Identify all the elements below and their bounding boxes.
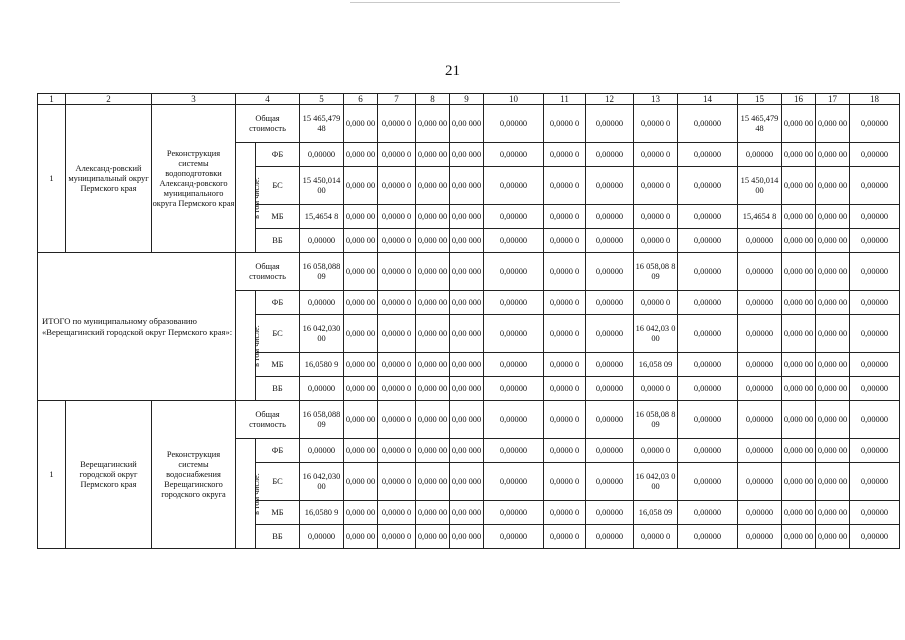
table-row <box>38 105 900 143</box>
value-cell: 0,00 000 <box>450 205 484 229</box>
including-text: в том числе: <box>251 176 261 219</box>
value-cell: 0,00000 <box>586 229 634 253</box>
value-cell: 0,0000 0 <box>378 315 416 353</box>
value-cell: 0,00000 <box>850 291 900 315</box>
value-cell: 0,00 000 <box>450 501 484 525</box>
row-number: 1 <box>38 401 66 549</box>
value-cell: 0,00000 <box>850 401 900 439</box>
source-label: ФБ <box>256 291 300 315</box>
value-cell: 0,00000 <box>484 501 544 525</box>
value-cell: 0,00000 <box>850 501 900 525</box>
value-cell: 0,00000 <box>678 463 738 501</box>
value-cell: 0,000 00 <box>416 353 450 377</box>
value-cell: 0,000 00 <box>782 463 816 501</box>
value-cell: 0,00000 <box>850 525 900 549</box>
value-cell: 0,0000 0 <box>544 143 586 167</box>
source-label: МБ <box>256 205 300 229</box>
column-header: 1 <box>38 94 66 105</box>
value-cell: 0,000 00 <box>782 167 816 205</box>
value-cell: 0,00000 <box>484 463 544 501</box>
value-cell: 0,00 000 <box>450 401 484 439</box>
including-text: в том числе: <box>251 324 261 367</box>
value-cell: 0,00000 <box>678 105 738 143</box>
value-cell: 0,00000 <box>738 253 782 291</box>
including-label <box>236 439 261 549</box>
value-cell: 0,0000 0 <box>634 105 678 143</box>
value-cell: 15,4654 8 <box>738 205 782 229</box>
value-cell: 0,00000 <box>484 439 544 463</box>
value-cell: 0,00000 <box>586 353 634 377</box>
value-cell: 0,00000 <box>850 377 900 401</box>
project-description: Реконструкция системы водоподготовки Александ-ровского муниципального округа Пермского края <box>152 105 236 253</box>
value-cell: 0,00000 <box>738 377 782 401</box>
value-cell: 0,00000 <box>586 525 634 549</box>
value-cell: 15 465,479 48 <box>738 105 782 143</box>
value-cell: 0,00000 <box>300 291 344 315</box>
value-cell: 0,00000 <box>484 105 544 143</box>
value-cell: 0,00000 <box>678 525 738 549</box>
value-cell: 0,00000 <box>850 205 900 229</box>
value-cell: 0,000 00 <box>416 525 450 549</box>
value-cell: 0,000 00 <box>782 205 816 229</box>
value-cell: 0,0000 0 <box>378 291 416 315</box>
value-cell: 0,0000 0 <box>378 353 416 377</box>
value-cell: 0,00000 <box>738 439 782 463</box>
value-cell: 0,0000 0 <box>378 229 416 253</box>
value-cell: 0,000 00 <box>344 401 378 439</box>
value-cell: 0,0000 0 <box>544 167 586 205</box>
value-cell: 0,00000 <box>678 501 738 525</box>
value-cell: 0,00000 <box>484 229 544 253</box>
value-cell: 0,00000 <box>586 105 634 143</box>
value-cell: 16,0580 9 <box>300 501 344 525</box>
value-cell: 0,0000 0 <box>634 205 678 229</box>
value-cell: 0,000 00 <box>782 353 816 377</box>
including-label <box>236 143 261 253</box>
row-number: 1 <box>38 105 66 253</box>
value-cell: 15 450,014 00 <box>738 167 782 205</box>
value-cell: 0,00 000 <box>450 315 484 353</box>
value-cell: 0,0000 0 <box>544 439 586 463</box>
value-cell: 0,00000 <box>850 167 900 205</box>
value-cell: 0,000 00 <box>416 501 450 525</box>
value-cell: 0,00000 <box>738 401 782 439</box>
column-header: 16 <box>782 94 816 105</box>
value-cell: 0,000 00 <box>782 525 816 549</box>
value-cell: 0,00 000 <box>450 439 484 463</box>
column-header: 11 <box>544 94 586 105</box>
value-cell: 0,0000 0 <box>544 205 586 229</box>
column-header: 4 <box>236 94 300 105</box>
value-cell: 0,00000 <box>586 401 634 439</box>
value-cell: 0,00000 <box>850 315 900 353</box>
value-cell: 16 058,088 09 <box>300 253 344 291</box>
value-cell: 0,0000 0 <box>544 377 586 401</box>
value-cell: 0,000 00 <box>416 229 450 253</box>
value-cell: 0,00000 <box>484 291 544 315</box>
value-cell: 0,00000 <box>678 401 738 439</box>
value-cell: 15 465,479 48 <box>300 105 344 143</box>
value-cell: 0,000 00 <box>782 501 816 525</box>
value-cell: 0,000 00 <box>344 205 378 229</box>
value-cell: 0,000 00 <box>816 105 850 143</box>
value-cell: 0,000 00 <box>344 291 378 315</box>
value-cell: 16 042,030 00 <box>300 463 344 501</box>
value-cell: 0,00000 <box>586 253 634 291</box>
value-cell: 0,000 00 <box>344 463 378 501</box>
value-cell: 0,0000 0 <box>378 501 416 525</box>
value-cell: 0,0000 0 <box>634 143 678 167</box>
column-header: 5 <box>300 94 344 105</box>
value-cell: 0,00000 <box>586 377 634 401</box>
value-cell: 0,000 00 <box>782 105 816 143</box>
value-cell: 0,0000 0 <box>544 291 586 315</box>
value-cell: 0,000 00 <box>344 501 378 525</box>
value-cell: 0,000 00 <box>816 501 850 525</box>
value-cell: 0,000 00 <box>416 463 450 501</box>
value-cell: 0,0000 0 <box>378 205 416 229</box>
value-cell: 0,000 00 <box>816 291 850 315</box>
value-cell: 0,00000 <box>484 205 544 229</box>
value-cell: 0,00000 <box>678 377 738 401</box>
column-header: 12 <box>586 94 634 105</box>
value-cell: 0,0000 0 <box>544 105 586 143</box>
value-cell: 0,000 00 <box>344 525 378 549</box>
value-cell: 0,00000 <box>484 253 544 291</box>
value-cell: 0,000 00 <box>344 353 378 377</box>
value-cell: 0,0000 0 <box>544 525 586 549</box>
value-cell: 0,00000 <box>738 501 782 525</box>
value-cell: 0,000 00 <box>416 401 450 439</box>
value-cell: 0,00 000 <box>450 167 484 205</box>
value-cell: 0,000 00 <box>416 205 450 229</box>
value-cell: 0,00000 <box>586 439 634 463</box>
value-cell: 0,0000 0 <box>634 439 678 463</box>
value-cell: 0,00000 <box>484 353 544 377</box>
value-cell: 0,00000 <box>738 291 782 315</box>
value-cell: 0,0000 0 <box>544 401 586 439</box>
value-cell: 0,0000 0 <box>634 167 678 205</box>
value-cell: 0,00000 <box>850 439 900 463</box>
value-cell: 0,00000 <box>586 315 634 353</box>
value-cell: 0,000 00 <box>816 439 850 463</box>
value-cell: 0,000 00 <box>782 401 816 439</box>
value-cell: 16 042,03 000 <box>634 463 678 501</box>
value-cell: 0,00000 <box>586 205 634 229</box>
column-header: 17 <box>816 94 850 105</box>
column-header: 2 <box>66 94 152 105</box>
value-cell: 0,0000 0 <box>544 463 586 501</box>
value-cell: 0,000 00 <box>344 167 378 205</box>
value-cell: 0,000 00 <box>416 105 450 143</box>
value-cell: 0,0000 0 <box>634 377 678 401</box>
value-cell: 0,000 00 <box>344 315 378 353</box>
value-cell: 0,000 00 <box>782 229 816 253</box>
value-cell: 0,00 000 <box>450 253 484 291</box>
value-cell: 0,00000 <box>678 143 738 167</box>
value-cell: 0,000 00 <box>782 377 816 401</box>
value-cell: 0,000 00 <box>782 315 816 353</box>
financing-table <box>37 93 900 549</box>
value-cell: 0,0000 0 <box>378 105 416 143</box>
value-cell: 0,000 00 <box>782 143 816 167</box>
value-cell: 0,00 000 <box>450 143 484 167</box>
value-cell: 0,000 00 <box>816 143 850 167</box>
source-label: БС <box>256 167 300 205</box>
value-cell: 0,0000 0 <box>378 377 416 401</box>
value-cell: 0,00000 <box>484 401 544 439</box>
column-header: 6 <box>344 94 378 105</box>
column-header: 15 <box>738 94 782 105</box>
value-cell: 0,00000 <box>484 525 544 549</box>
value-cell: 0,000 00 <box>816 315 850 353</box>
value-cell: 0,000 00 <box>416 167 450 205</box>
column-header: 9 <box>450 94 484 105</box>
value-cell: 0,000 00 <box>816 401 850 439</box>
value-cell: 16 058,08 809 <box>634 253 678 291</box>
source-label: БС <box>256 463 300 501</box>
value-cell: 16 058,08 809 <box>634 401 678 439</box>
value-cell: 0,00000 <box>484 167 544 205</box>
value-cell: 0,000 00 <box>416 439 450 463</box>
value-cell: 0,00000 <box>484 315 544 353</box>
value-cell: 0,0000 0 <box>378 253 416 291</box>
value-cell: 0,00 000 <box>450 229 484 253</box>
including-text: в том числе: <box>251 472 261 515</box>
value-cell: 0,000 00 <box>416 315 450 353</box>
value-cell: 0,00000 <box>678 167 738 205</box>
header-row <box>38 94 900 105</box>
value-cell: 0,000 00 <box>816 525 850 549</box>
value-cell: 0,00 000 <box>450 525 484 549</box>
top-border-line <box>350 2 620 3</box>
value-cell: 0,00000 <box>738 463 782 501</box>
value-cell: 0,0000 0 <box>378 143 416 167</box>
value-cell: 16,058 09 <box>634 353 678 377</box>
source-label: ФБ <box>256 439 300 463</box>
column-header: 10 <box>484 94 544 105</box>
value-cell: 0,00000 <box>678 315 738 353</box>
value-cell: 0,000 00 <box>816 167 850 205</box>
value-cell: 0,000 00 <box>344 143 378 167</box>
value-cell: 0,000 00 <box>816 229 850 253</box>
column-header: 13 <box>634 94 678 105</box>
value-cell: 0,00000 <box>484 143 544 167</box>
value-cell: 0,000 00 <box>782 291 816 315</box>
source-label: ВБ <box>256 377 300 401</box>
including-label <box>236 291 261 401</box>
value-cell: 0,000 00 <box>816 205 850 229</box>
value-cell: 0,0000 0 <box>634 525 678 549</box>
value-cell: 0,00 000 <box>450 463 484 501</box>
value-cell: 0,00000 <box>678 439 738 463</box>
value-cell: 0,00000 <box>300 525 344 549</box>
value-cell: 0,000 00 <box>782 253 816 291</box>
value-cell: 0,00000 <box>738 525 782 549</box>
value-cell: 0,000 00 <box>416 377 450 401</box>
value-cell: 0,00000 <box>850 253 900 291</box>
value-cell: 0,00000 <box>484 377 544 401</box>
value-cell: 0,000 00 <box>816 353 850 377</box>
municipality-name: Александ-ровский муниципальный округ Пермского края <box>66 105 152 253</box>
value-cell: 16,0580 9 <box>300 353 344 377</box>
value-cell: 0,000 00 <box>416 291 450 315</box>
column-header: 7 <box>378 94 416 105</box>
source-label: БС <box>256 315 300 353</box>
value-cell: 0,00000 <box>678 353 738 377</box>
column-header: 8 <box>416 94 450 105</box>
value-cell: 16 042,03 000 <box>634 315 678 353</box>
value-cell: 0,000 00 <box>782 439 816 463</box>
source-label: МБ <box>256 353 300 377</box>
value-cell: 0,000 00 <box>816 377 850 401</box>
value-cell: 16,058 09 <box>634 501 678 525</box>
value-cell: 0,000 00 <box>416 143 450 167</box>
value-cell: 0,000 00 <box>344 105 378 143</box>
value-cell: 0,0000 0 <box>544 501 586 525</box>
value-cell: 0,00000 <box>738 143 782 167</box>
value-cell: 15 450,014 00 <box>300 167 344 205</box>
value-cell: 0,00000 <box>586 501 634 525</box>
source-label: ВБ <box>256 229 300 253</box>
value-cell: 0,00000 <box>738 353 782 377</box>
value-cell: 0,0000 0 <box>634 229 678 253</box>
value-cell: 0,00000 <box>678 205 738 229</box>
value-cell: 0,000 00 <box>416 253 450 291</box>
source-label: ФБ <box>256 143 300 167</box>
value-cell: 0,00000 <box>678 291 738 315</box>
value-cell: 0,000 00 <box>816 463 850 501</box>
total-label: ИТОГО по муниципальному образованию «Верещагинский городской округ Пермского края»: <box>38 253 236 401</box>
value-cell: 0,00000 <box>850 229 900 253</box>
value-cell: 0,0000 0 <box>544 253 586 291</box>
municipality-name: Верещагинский городской округ Пермского края <box>66 401 152 549</box>
value-cell: 0,0000 0 <box>378 401 416 439</box>
column-header: 3 <box>152 94 236 105</box>
page-number: 21 <box>445 63 460 79</box>
value-cell: 0,000 00 <box>816 253 850 291</box>
value-cell: 0,0000 0 <box>378 167 416 205</box>
value-cell: 0,000 00 <box>344 229 378 253</box>
table-row <box>38 401 900 439</box>
value-cell: 0,00000 <box>678 253 738 291</box>
value-cell: 0,0000 0 <box>544 315 586 353</box>
value-cell: 0,00 000 <box>450 105 484 143</box>
value-cell: 0,000 00 <box>344 377 378 401</box>
value-cell: 0,0000 0 <box>544 229 586 253</box>
value-cell: 0,00000 <box>850 143 900 167</box>
value-cell: 15,4654 8 <box>300 205 344 229</box>
total-cost-label: Общая стоимость <box>236 401 300 439</box>
total-cost-label: Общая стоимость <box>236 253 300 291</box>
value-cell: 0,00000 <box>586 291 634 315</box>
source-label: МБ <box>256 501 300 525</box>
value-cell: 0,00000 <box>586 167 634 205</box>
value-cell: 0,00000 <box>586 143 634 167</box>
value-cell: 0,000 00 <box>344 253 378 291</box>
value-cell: 0,00000 <box>850 353 900 377</box>
value-cell: 0,00 000 <box>450 291 484 315</box>
value-cell: 0,00000 <box>300 143 344 167</box>
value-cell: 0,00 000 <box>450 353 484 377</box>
value-cell: 0,00000 <box>300 439 344 463</box>
value-cell: 0,00000 <box>678 229 738 253</box>
value-cell: 0,00000 <box>300 377 344 401</box>
value-cell: 0,00000 <box>850 105 900 143</box>
value-cell: 0,0000 0 <box>378 463 416 501</box>
value-cell: 0,00000 <box>850 463 900 501</box>
value-cell: 16 042,030 00 <box>300 315 344 353</box>
column-header: 14 <box>678 94 738 105</box>
column-header: 18 <box>850 94 900 105</box>
value-cell: 0,000 00 <box>344 439 378 463</box>
value-cell: 0,00000 <box>738 229 782 253</box>
source-label: ВБ <box>256 525 300 549</box>
value-cell: 0,00000 <box>738 315 782 353</box>
value-cell: 16 058,088 09 <box>300 401 344 439</box>
value-cell: 0,0000 0 <box>378 525 416 549</box>
value-cell: 0,0000 0 <box>634 291 678 315</box>
total-cost-label: Общая стоимость <box>236 105 300 143</box>
table-row <box>38 253 900 291</box>
value-cell: 0,00000 <box>586 463 634 501</box>
value-cell: 0,00000 <box>300 229 344 253</box>
project-description: Реконструкция системы водоснабжения Верещагинского городского округа <box>152 401 236 549</box>
value-cell: 0,00 000 <box>450 377 484 401</box>
value-cell: 0,0000 0 <box>378 439 416 463</box>
value-cell: 0,0000 0 <box>544 353 586 377</box>
